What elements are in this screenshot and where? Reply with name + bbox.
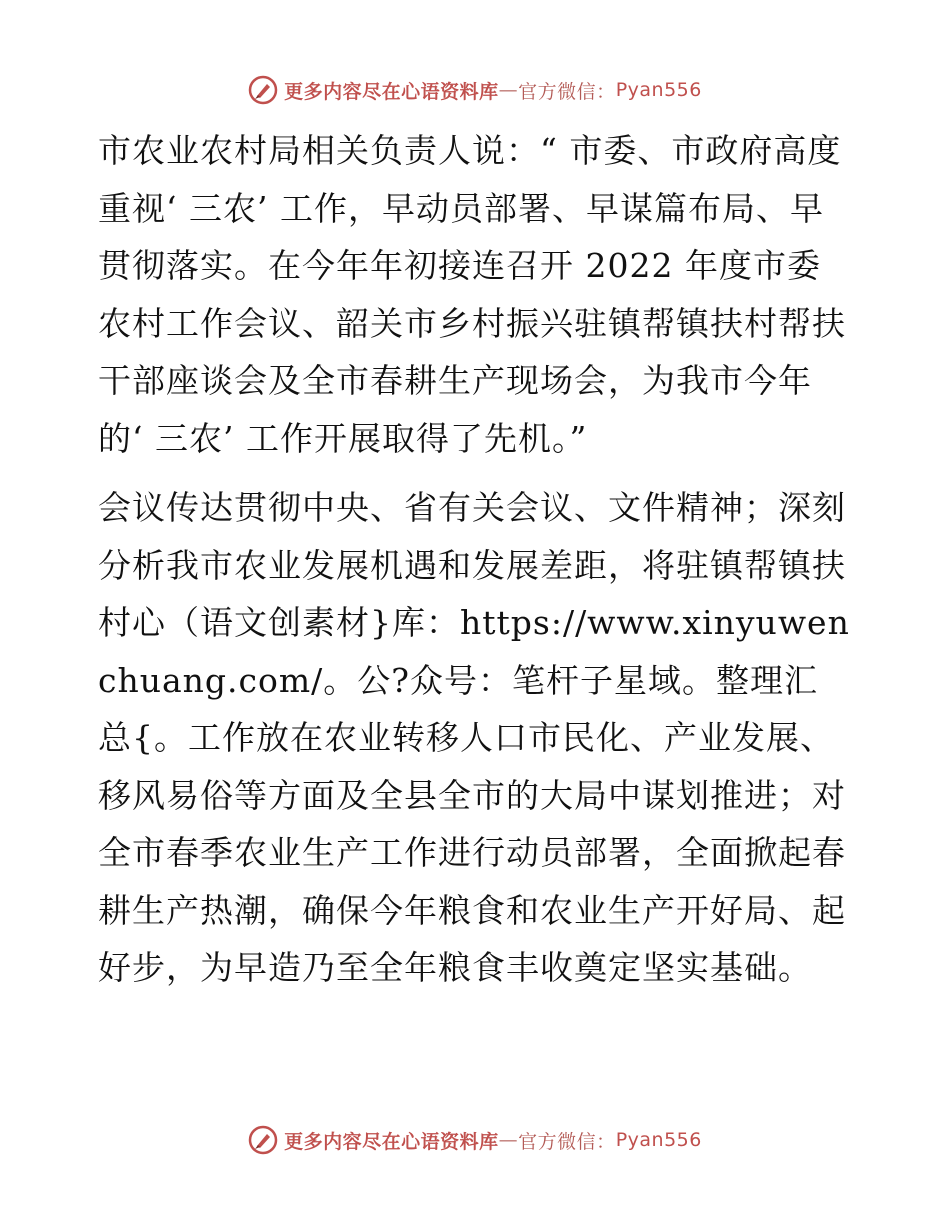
document-body [98, 122, 850, 997]
banner-label: 官方微信： [518, 80, 616, 103]
header-banner [0, 70, 950, 110]
pen-nib-icon [248, 1125, 278, 1155]
footer-banner [0, 1120, 950, 1160]
banner-dash: — [498, 1129, 519, 1151]
banner-handle: Pyan556 [615, 1129, 702, 1151]
paragraph-1: 市农业农村局相关负责人说：“ 市委、市政府高度重视‘ 三农’ 工作，早动员部署、早谋篇布局、早贯彻落实。在今年年初接连召开 2022 年度市委农村工作会议、韶关市乡村振兴驻镇帮镇扶村帮扶干部座谈会及全市春耕生产现场会，为我市今年的‘ 三农’ 工作开展取得了先机。” [98, 131, 846, 458]
banner-brand: 更多内容尽在心语资料库 [284, 80, 499, 103]
banner-label: 官方微信： [518, 1130, 616, 1153]
paragraph-2: 会议传达贯彻中央、省有关会议、文件精神；深刻分析我市农业发展机遇和发展差距，将驻镇帮镇扶村心（语文创素材}库：https://www.xinyuwenchuang.com/。公?众号：笔杆子星域。整理汇总{。工作放在农业转移人口市民化、产业发展、移风易俗等方面及全县全市的大局中谋划推进；对全市春季农业生产工作进行动员部署，全面掀起春耕生产热潮，确保今年粮食和农业生产开好局、起好步，为早造乃至全年粮食丰收奠定坚实基础。 [98, 488, 850, 987]
banner-handle: Pyan556 [615, 79, 702, 101]
pen-nib-icon [248, 75, 278, 105]
banner-brand: 更多内容尽在心语资料库 [284, 1130, 499, 1153]
banner-dash: — [498, 79, 519, 101]
